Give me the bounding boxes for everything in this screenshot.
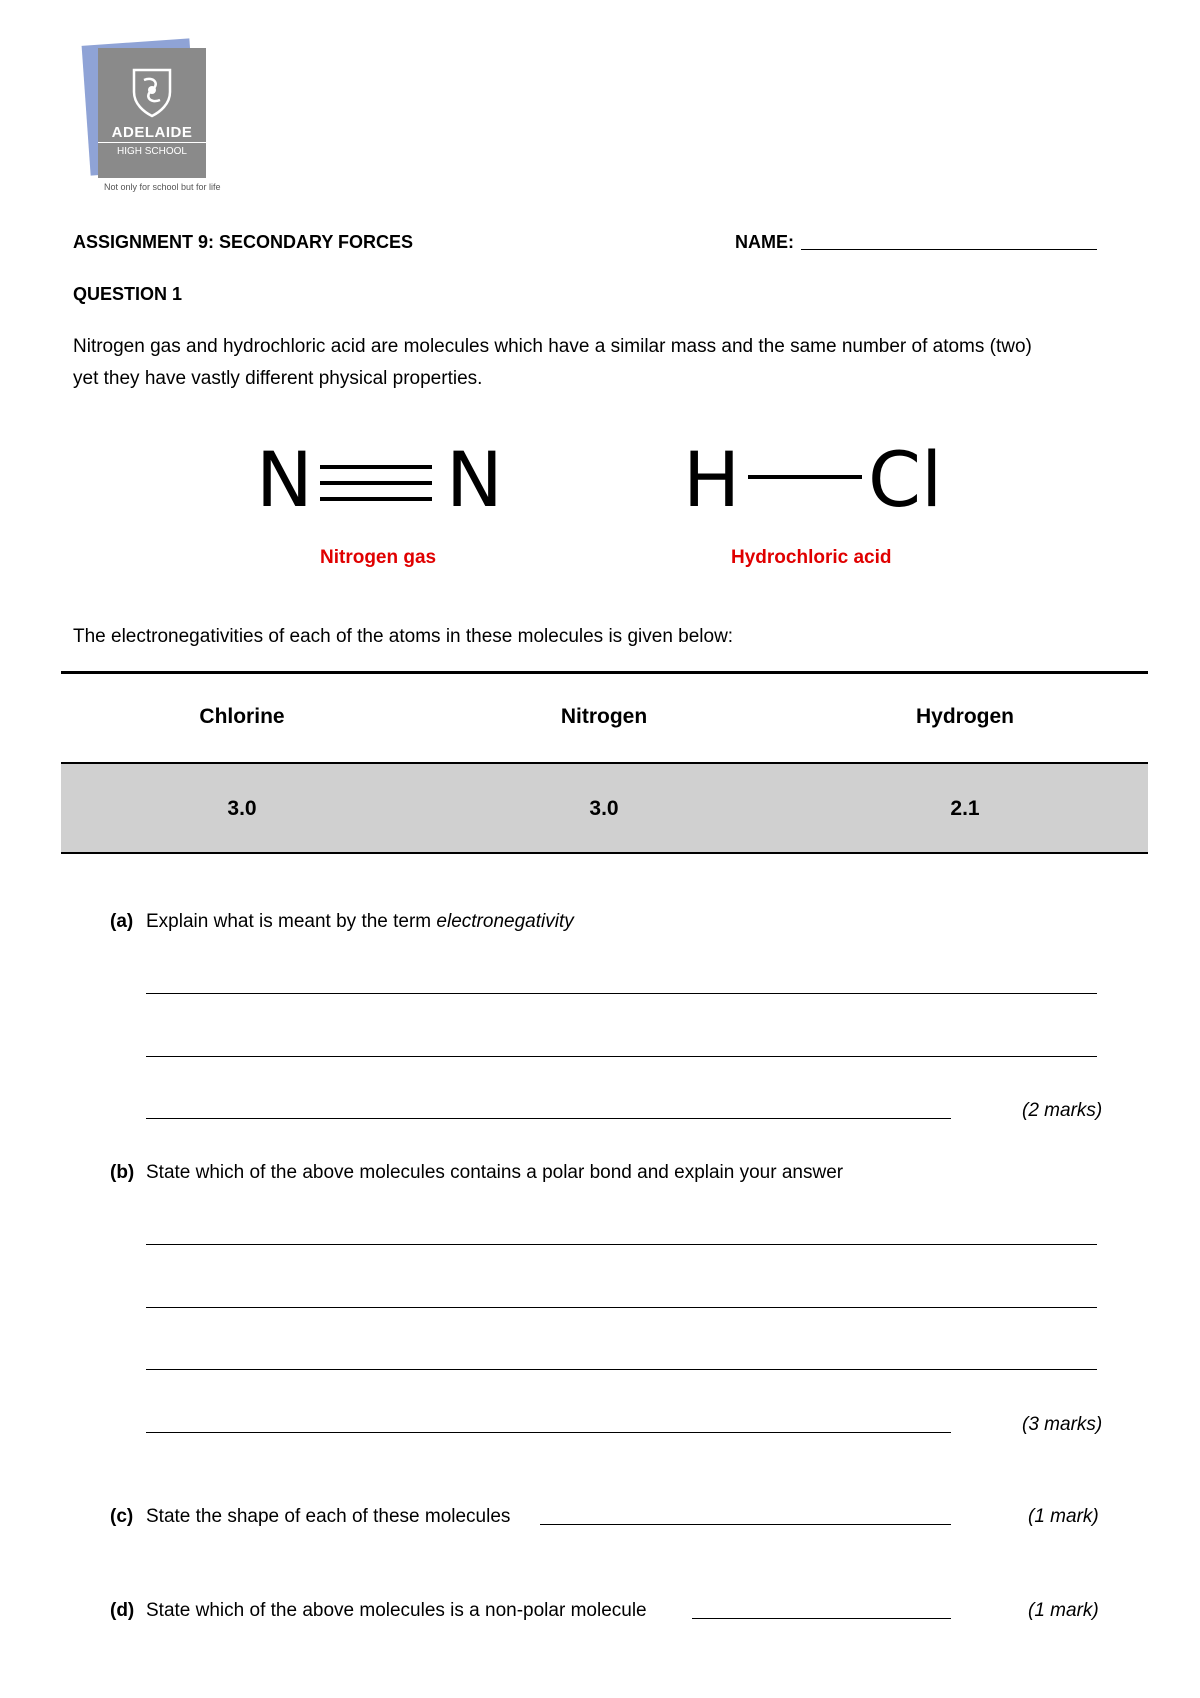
- part-c-marks: (1 mark): [1028, 1506, 1099, 1527]
- table-value-chlorine: 3.0: [227, 797, 257, 820]
- table-value-hydrogen: 2.1: [950, 797, 980, 820]
- part-c-text: State the shape of each of these molecules: [146, 1506, 511, 1527]
- table-value-nitrogen: 3.0: [589, 797, 619, 820]
- hcl-label: Hydrochloric acid: [731, 547, 892, 568]
- part-a-letter: (a): [110, 911, 134, 932]
- nitrogen-left-atom: N: [256, 435, 313, 524]
- table-bottom-border: [61, 852, 1148, 854]
- part-d-marks: (1 mark): [1028, 1600, 1099, 1621]
- part-b-answer-line-3[interactable]: [146, 1369, 1097, 1370]
- part-a-answer-line-1[interactable]: [146, 993, 1097, 994]
- school-logo: [80, 40, 240, 200]
- part-a-answer-line-2[interactable]: [146, 1056, 1097, 1057]
- part-d-answer-line[interactable]: [692, 1618, 951, 1619]
- assignment-title: ASSIGNMENT 9: SECONDARY FORCES: [73, 232, 414, 252]
- logo-divider: [98, 142, 206, 143]
- table-intro: The electronegativities of each of the atoms in these molecules is given below:: [73, 626, 734, 647]
- part-a-marks: (2 marks): [1022, 1100, 1103, 1121]
- part-d-text: State which of the above molecules is a non-polar molecule: [146, 1600, 647, 1621]
- name-field[interactable]: [801, 249, 1097, 250]
- part-b-answer-line-1[interactable]: [146, 1244, 1097, 1245]
- logo-motto: Not only for school but for life: [104, 182, 221, 192]
- table-header-nitrogen: Nitrogen: [560, 705, 648, 728]
- part-a-term: electronegativity: [436, 911, 574, 932]
- question-intro-line1: Nitrogen gas and hydrochloric acid are molecules which have a similar mass and the same number of atoms (two): [73, 336, 1032, 357]
- part-b-answer-line-4[interactable]: [146, 1432, 951, 1433]
- hcl-left-atom: H: [683, 435, 741, 524]
- triple-bond-icon: [320, 460, 440, 510]
- part-c-answer-line[interactable]: [540, 1524, 951, 1525]
- part-c-letter: (c): [110, 1506, 134, 1527]
- part-b-answer-line-2[interactable]: [146, 1307, 1097, 1308]
- question-title: QUESTION 1: [73, 284, 183, 304]
- part-b-marks: (3 marks): [1022, 1414, 1103, 1435]
- table-top-border: [61, 671, 1148, 674]
- nitrogen-right-atom: N: [446, 435, 503, 524]
- logo-school-name: ADELAIDE: [111, 124, 193, 141]
- question-intro-line2: yet they have vastly different physical properties.: [73, 368, 483, 389]
- hcl-right-atom: Cl: [868, 435, 943, 524]
- logo-front-panel: [98, 48, 206, 178]
- crest-icon: [124, 64, 180, 120]
- part-a-text: [146, 910, 574, 934]
- logo-school-subname: HIGH SCHOOL: [116, 146, 187, 157]
- part-a-answer-line-3[interactable]: [146, 1118, 951, 1119]
- nitrogen-label: Nitrogen gas: [320, 547, 437, 568]
- part-d-letter: (d): [110, 1600, 135, 1621]
- part-b-letter: (b): [110, 1162, 135, 1183]
- table-header-chlorine: Chlorine: [199, 705, 285, 728]
- single-bond-icon: [748, 472, 866, 484]
- name-label: NAME:: [735, 232, 794, 252]
- table-header-hydrogen: Hydrogen: [915, 705, 1014, 728]
- part-b-text: State which of the above molecules contains a polar bond and explain your answer: [146, 1162, 844, 1183]
- part-a-prefix: Explain what is meant by the term: [146, 911, 437, 932]
